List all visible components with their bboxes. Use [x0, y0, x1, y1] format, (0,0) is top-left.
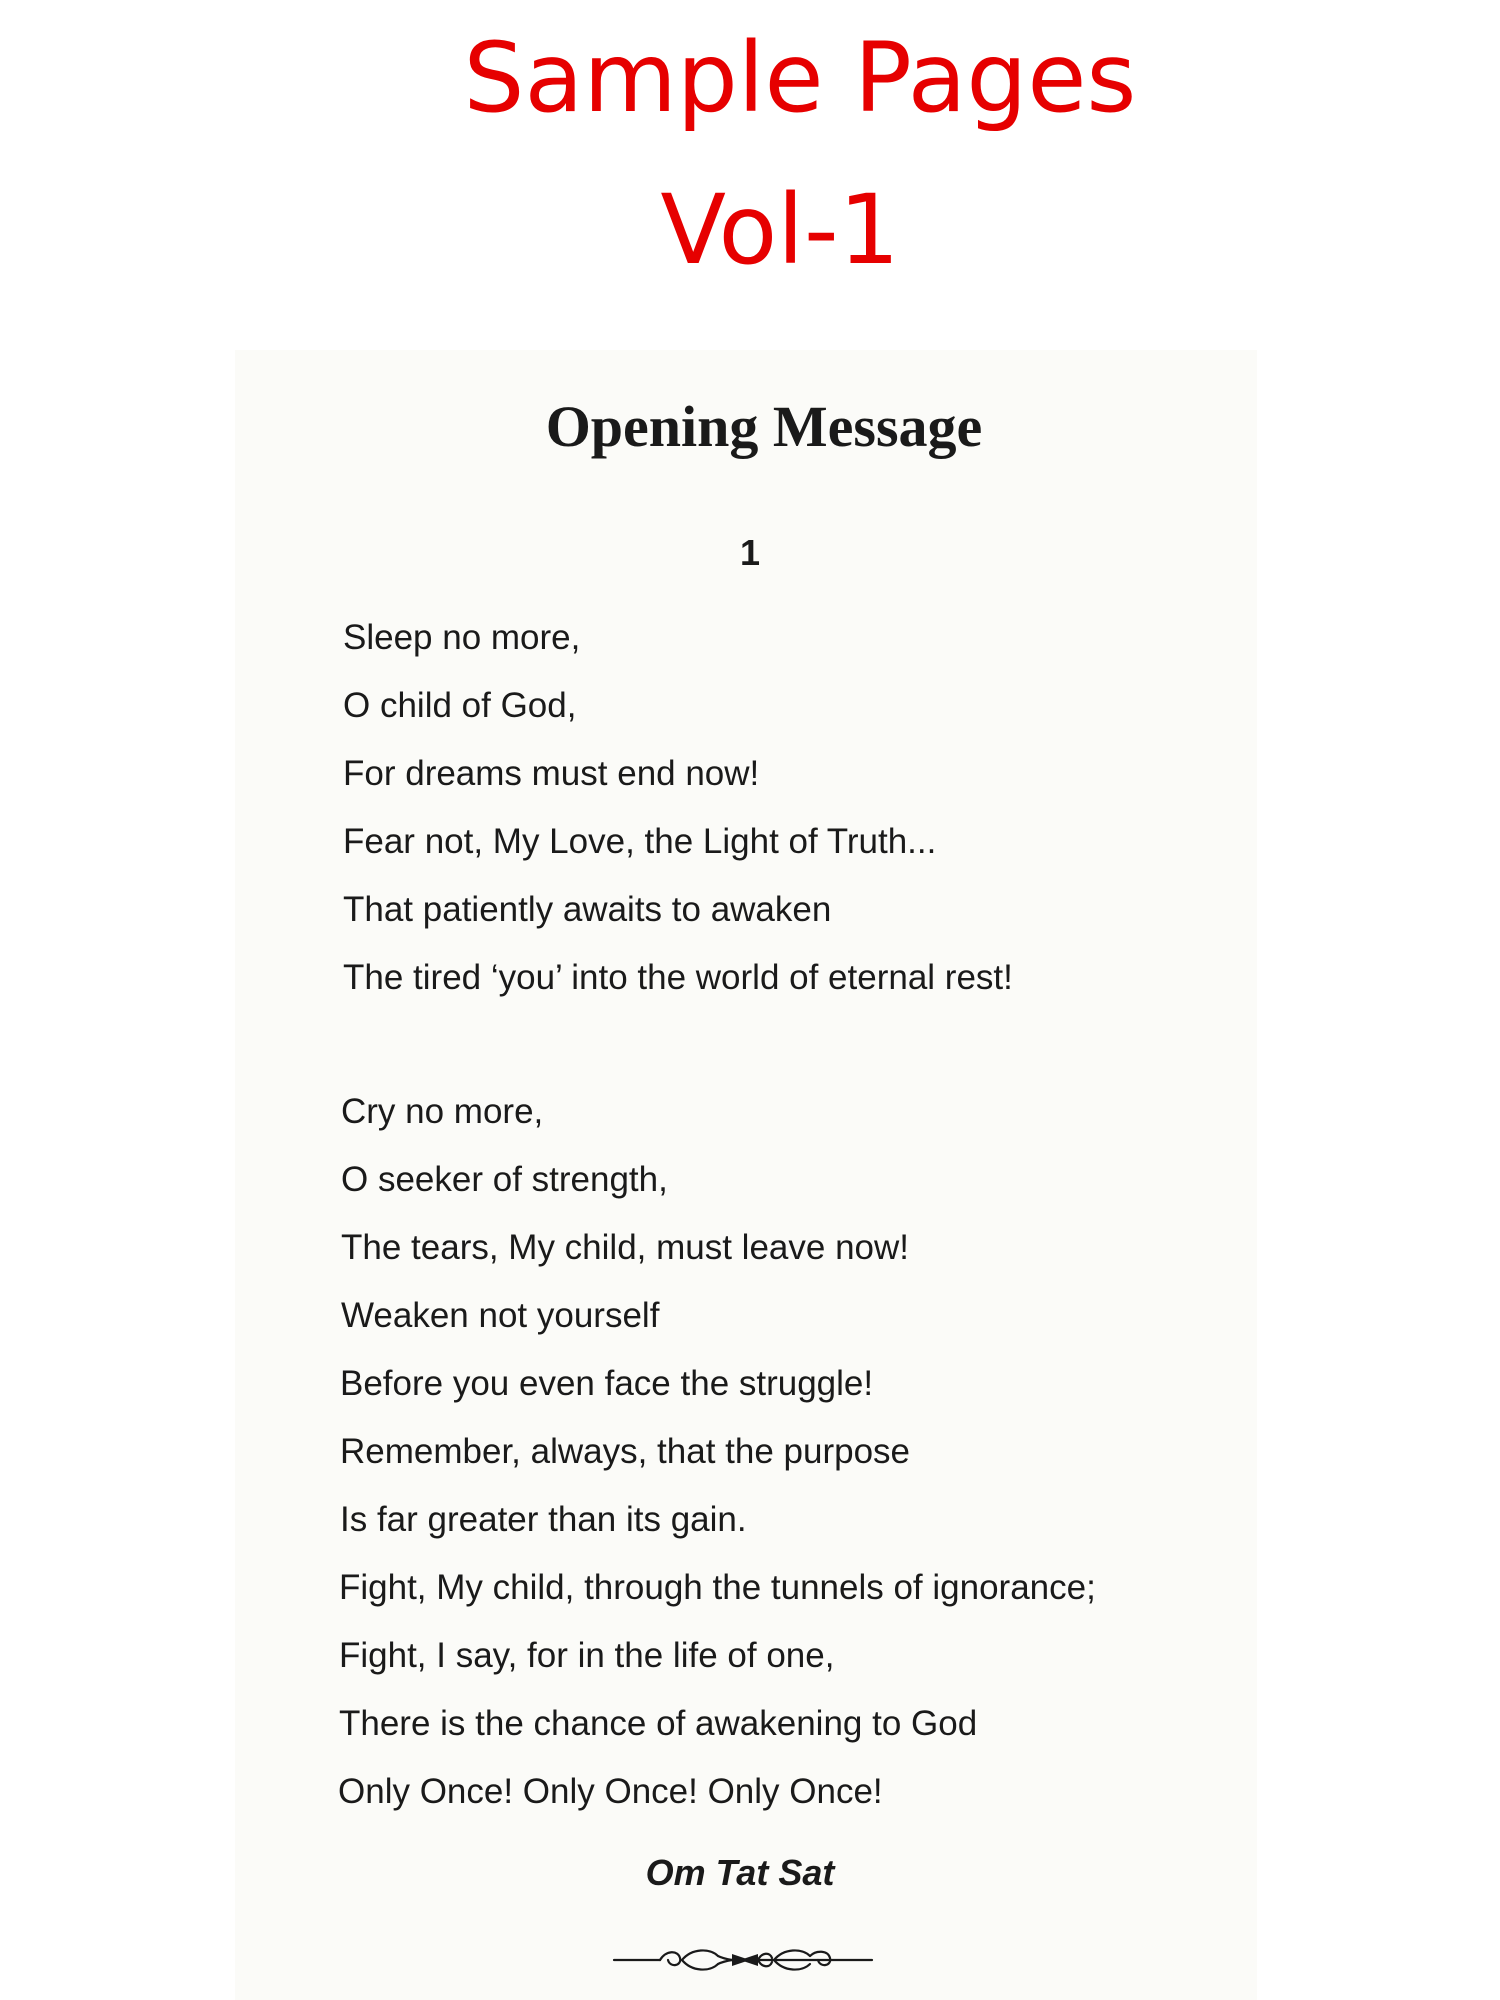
poem-line: Is far greater than its gain. — [340, 1500, 747, 1539]
poem-line: O seeker of strength, — [341, 1160, 668, 1199]
page-title-text: Opening Message — [545, 394, 983, 459]
volume-heading: Vol-1 — [660, 174, 900, 286]
poem-line: Weaken not yourself — [341, 1296, 660, 1335]
poem-number-text: 1 — [739, 532, 761, 573]
sample-pages-heading: Sample Pages — [463, 22, 1137, 134]
poem-line: The tired ‘you’ into the world of eternal rest! — [343, 958, 1013, 997]
poem-line: Remember, always, that the purpose — [340, 1432, 911, 1471]
page-title — [0, 393, 1500, 460]
poem-line: Fight, My child, through the tunnels of ignorance; — [339, 1568, 1096, 1607]
poem-line: O child of God, — [343, 686, 577, 725]
poem-line: Sleep no more, — [343, 618, 581, 657]
poem-line: That patiently awaits to awaken — [343, 890, 832, 929]
poem-number — [0, 532, 1500, 574]
poem-line: For dreams must end now! — [343, 754, 760, 793]
decorative-flourish-icon — [610, 1942, 880, 1978]
signature — [0, 1852, 1500, 1894]
poem-line: Only Once! Only Once! Only Once! — [338, 1772, 883, 1811]
signature-text: Om Tat Sat — [645, 1852, 835, 1893]
poem-line: Fear not, My Love, the Light of Truth... — [343, 822, 937, 861]
poem-line: Before you even face the struggle! — [340, 1364, 874, 1403]
poem-line: The tears, My child, must leave now! — [341, 1228, 909, 1267]
poem-line: There is the chance of awakening to God — [339, 1704, 978, 1743]
poem-line: Fight, I say, for in the life of one, — [339, 1636, 835, 1675]
poem-line: Cry no more, — [341, 1092, 544, 1131]
